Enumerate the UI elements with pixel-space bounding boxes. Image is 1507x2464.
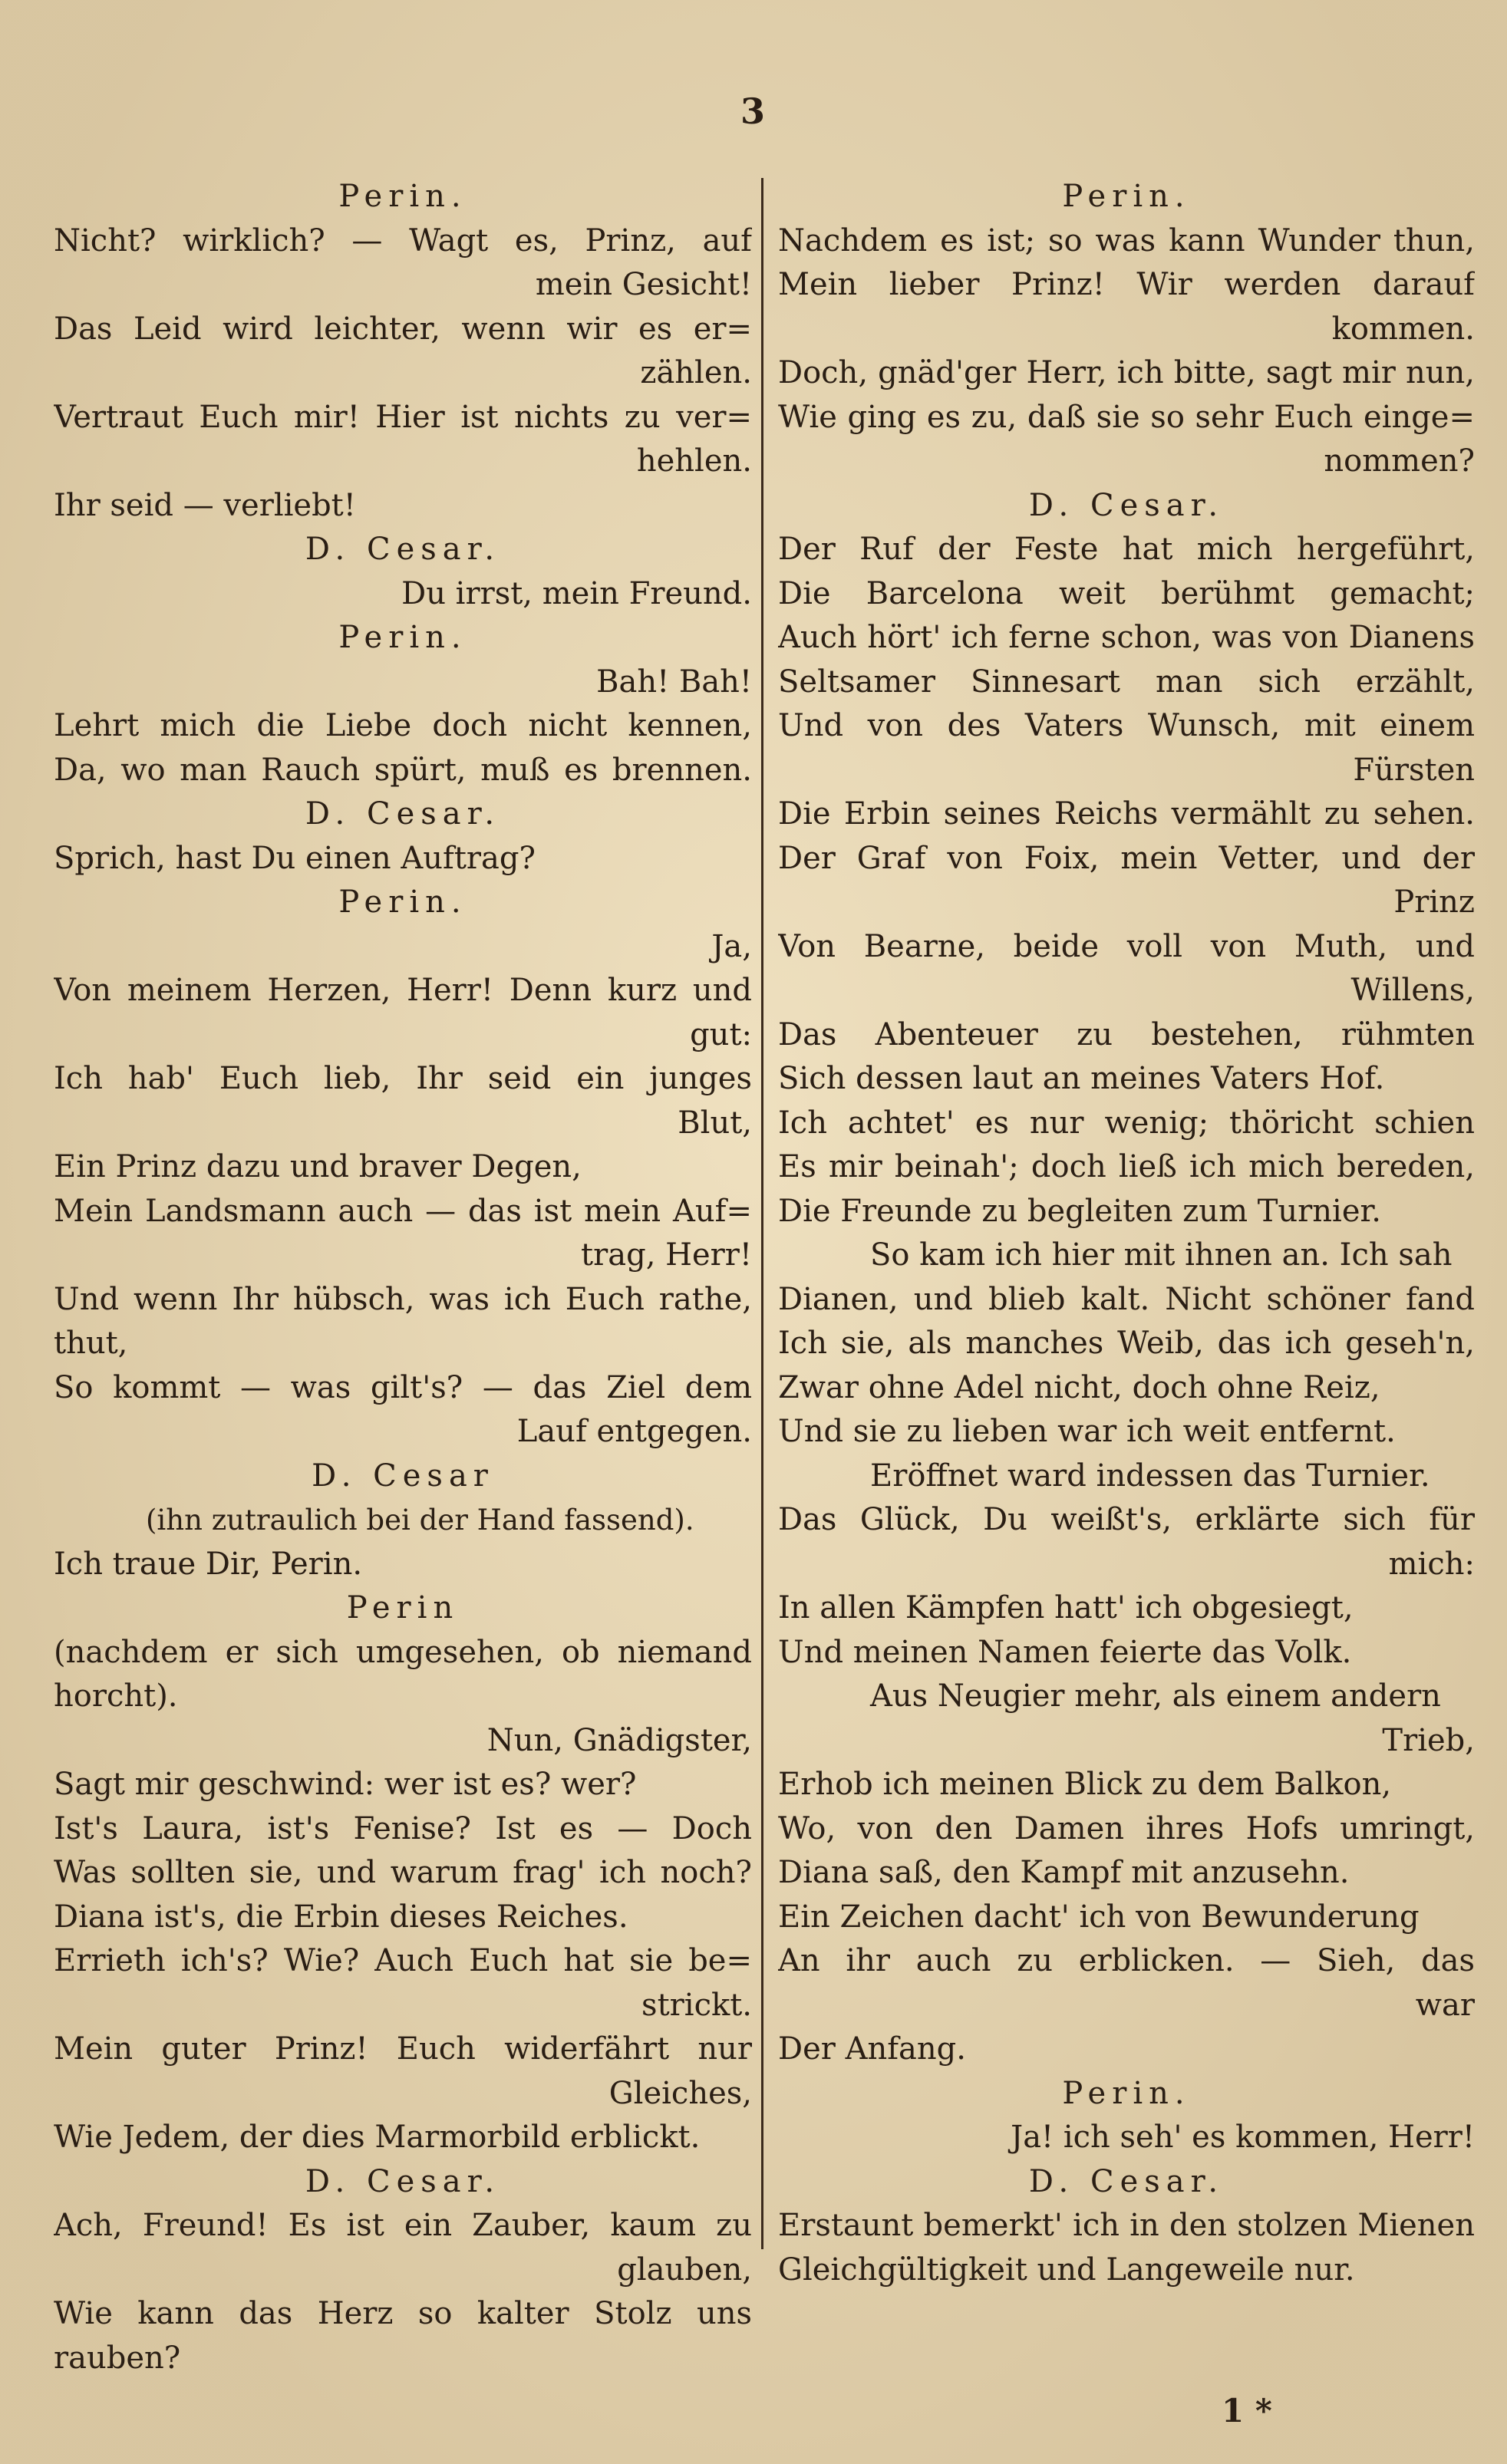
verse-line: Ich traue Dir, Perin. (54, 1546, 363, 1582)
verse-line: Vertraut Euch mir! Hier ist nichts zu ver= (54, 399, 752, 435)
speaker-name: D. Cesar. (1028, 487, 1225, 523)
verse-continuation: Willens, (1350, 973, 1475, 1008)
verse-line: Wie kann das Herz so kalter Stolz uns rauben? (54, 2296, 752, 2376)
verse-continuation: Fürsten (1353, 752, 1475, 788)
verse-line: Sprich, hast Du einen Auftrag? (54, 840, 536, 876)
page-number: 3 (740, 91, 767, 132)
verse-continuation: Blut, (678, 1105, 752, 1141)
verse-line: In allen Kämpfen hatt' ich obgesiegt, (778, 1590, 1354, 1626)
verse-line: Ich achtet' es nur wenig; thöricht schien (778, 1105, 1475, 1141)
verse-line: Zwar ohne Adel nicht, doch ohne Reiz, (778, 1369, 1380, 1405)
verse-line: Das Leid wird leichter, wenn wir es er= (54, 311, 752, 347)
speaker-name: Perin (346, 1590, 460, 1626)
verse-line: Lehrt mich die Liebe doch nicht kennen, (54, 708, 752, 743)
verse-line: So kam ich hier mit ihnen an. Ich sah (870, 1237, 1453, 1273)
verse-continuation: Prinz (1393, 884, 1475, 920)
verse-line: Nicht? wirklich? — Wagt es, Prinz, auf (54, 222, 752, 259)
verse-line: Und meinen Namen feierte das Volk. (778, 1634, 1352, 1670)
verse-line: Und wenn Ihr hübsch, was ich Euch rathe, thut, (54, 1281, 752, 1361)
speaker-name: D. Cesar. (305, 796, 501, 832)
left-column (54, 175, 752, 2380)
verse-continuation: kommen. (1331, 311, 1475, 347)
verse-line: So kommt — was gilt's? — das Ziel dem (54, 1369, 752, 1405)
verse-continuation: trag, Herr! (581, 1237, 752, 1273)
verse-line: Ich hab' Euch lieb, Ihr seid ein junges (54, 1061, 752, 1096)
verse-continuation: nommen? (1324, 443, 1475, 479)
verse-line: Sich dessen laut an meines Vaters Hof. (778, 1061, 1385, 1096)
verse-line: An ihr auch zu erblicken. — Sieh, das (778, 1943, 1475, 1978)
verse-continuation: Gleiches, (608, 2075, 752, 2111)
verse-line: Wie Jedem, der dies Marmorbild erblickt. (54, 2120, 701, 2155)
speaker-name: Perin. (338, 884, 467, 920)
verse-continuation: strickt. (641, 1987, 752, 2023)
speaker-name: D. Cesar. (305, 532, 501, 567)
verse-line: Doch, gnäd'ger Herr, ich bitte, sagt mir nun, (778, 355, 1475, 390)
verse-line: Ein Prinz dazu und braver Degen, (54, 1149, 582, 1184)
verse-line: Ein Zeichen dacht' ich von Bewunderung (778, 1899, 1420, 1935)
verse-continuation: Lauf entgegen. (516, 1414, 752, 1449)
verse-continuation: war (1415, 1987, 1475, 2023)
verse-line: Es mir beinah'; doch ließ ich mich bereden, (778, 1149, 1475, 1184)
verse-line: Erhob ich meinen Blick zu dem Balkon, (778, 1767, 1392, 1802)
verse-line: Mein lieber Prinz! Wir werden darauf (778, 267, 1475, 302)
verse-line: Du irrst, mein Freund. (401, 575, 752, 611)
verse-line: Die Freunde zu begleiten zum Turnier. (778, 1193, 1381, 1229)
verse-line: Nachdem es ist; so was kann Wunder thun, (778, 222, 1475, 259)
speaker-name: Perin. (338, 620, 467, 655)
verse-line: Bah! Bah! (596, 664, 752, 700)
verse-line: Nun, Gnädigster, (486, 1722, 752, 1758)
speaker-name: D. Cesar (312, 1458, 494, 1494)
verse-line: Mein Landsmann auch — das ist mein Auf= (54, 1193, 752, 1229)
verse-line: Auch hört' ich ferne schon, was von Dianens (778, 620, 1475, 655)
speaker-name: Perin. (338, 179, 467, 214)
verse-line: Dianen, und blieb kalt. Nicht schöner fand (778, 1281, 1475, 1317)
speaker-name: D. Cesar. (1028, 2163, 1225, 2199)
verse-line: mein Gesicht! (535, 267, 752, 302)
verse-line: (nachdem er sich umgesehen, ob niemand horcht). (54, 1634, 752, 1714)
verse-line: Ich sie, als manches Weib, das ich geseh'n, (778, 1326, 1475, 1361)
verse-line: Von meinem Herzen, Herr! Denn kurz und (54, 973, 752, 1008)
verse-line: Ach, Freund! Es ist ein Zauber, kaum zu (54, 2208, 752, 2243)
verse-line: Ist's Laura, ist's Fenise? Ist es — Doch (54, 1810, 752, 1846)
verse-line: Da, wo man Rauch spürt, muß es brennen. (54, 752, 752, 788)
verse-line: Ja! ich seh' es kommen, Herr! (1011, 2120, 1475, 2155)
verse-line: Das Abenteuer zu bestehen, rühmten (778, 1016, 1475, 1052)
right-column (778, 175, 1475, 2292)
verse-line: Und sie zu lieben war ich weit entfernt. (778, 1414, 1396, 1449)
verse-continuation: hehlen. (636, 443, 752, 479)
verse-line: Seltsamer Sinnesart man sich erzählt, (778, 664, 1475, 700)
verse-line: Gleichgültigkeit und Langeweile nur. (778, 2252, 1355, 2288)
verse-line: Mein guter Prinz! Euch widerfährt nur (54, 2031, 752, 2067)
verse-line: Der Graf von Foix, mein Vetter, und der (778, 840, 1475, 876)
verse-line: Aus Neugier mehr, als einem andern (870, 1678, 1441, 1714)
verse-continuation: glauben, (617, 2252, 752, 2288)
verse-line: Sagt mir geschwind: wer ist es? wer? (54, 1767, 637, 1802)
verse-line: Die Barcelona weit berühmt gemacht; (778, 575, 1475, 611)
verse-line: Diana ist's, die Erbin dieses Reiches. (54, 1899, 628, 1935)
verse-line: Diana saß, den Kampf mit anzusehn. (778, 1855, 1350, 1890)
verse-continuation: mich: (1388, 1546, 1475, 1582)
verse-line: Wo, von den Damen ihres Hofs umringt, (778, 1810, 1475, 1846)
verse-line: Das Glück, Du weißt's, erklärte sich für (778, 1502, 1475, 1537)
verse-line: Eröffnet ward indessen das Turnier. (870, 1458, 1430, 1494)
speaker-name: D. Cesar. (305, 2163, 501, 2199)
verse-continuation: zählen. (640, 355, 752, 390)
speaker-name: Perin. (1062, 2075, 1191, 2111)
verse-line: Die Erbin seines Reichs vermählt zu sehen. (778, 796, 1475, 832)
verse-line: Was sollten sie, und warum frag' ich noch? (54, 1855, 752, 1890)
column-divider (761, 178, 763, 2249)
verse-line: Erstaunt bemerkt' ich in den stolzen Mienen (778, 2208, 1475, 2243)
stage-direction: (ihn zutraulich bei der Hand fassend). (146, 1504, 694, 1537)
verse-continuation: Trieb, (1382, 1722, 1475, 1758)
verse-line: Ja, (711, 928, 752, 964)
verse-line: Der Ruf der Feste hat mich hergeführt, (778, 532, 1475, 567)
verse-line: Der Anfang. (778, 2031, 966, 2067)
speaker-name: Perin. (1062, 179, 1191, 214)
verse-line: Wie ging es zu, daß sie so sehr Euch einge= (778, 399, 1475, 435)
verse-line: Ihr seid — verliebt! (54, 487, 356, 523)
verse-line: Und von des Vaters Wunsch, mit einem (778, 708, 1475, 743)
signature-mark: 1 * (1222, 2392, 1272, 2429)
verse-continuation: gut: (690, 1016, 752, 1052)
verse-line: Von Bearne, beide voll von Muth, und (778, 928, 1475, 964)
verse-line: Errieth ich's? Wie? Auch Euch hat sie be= (54, 1943, 752, 1978)
